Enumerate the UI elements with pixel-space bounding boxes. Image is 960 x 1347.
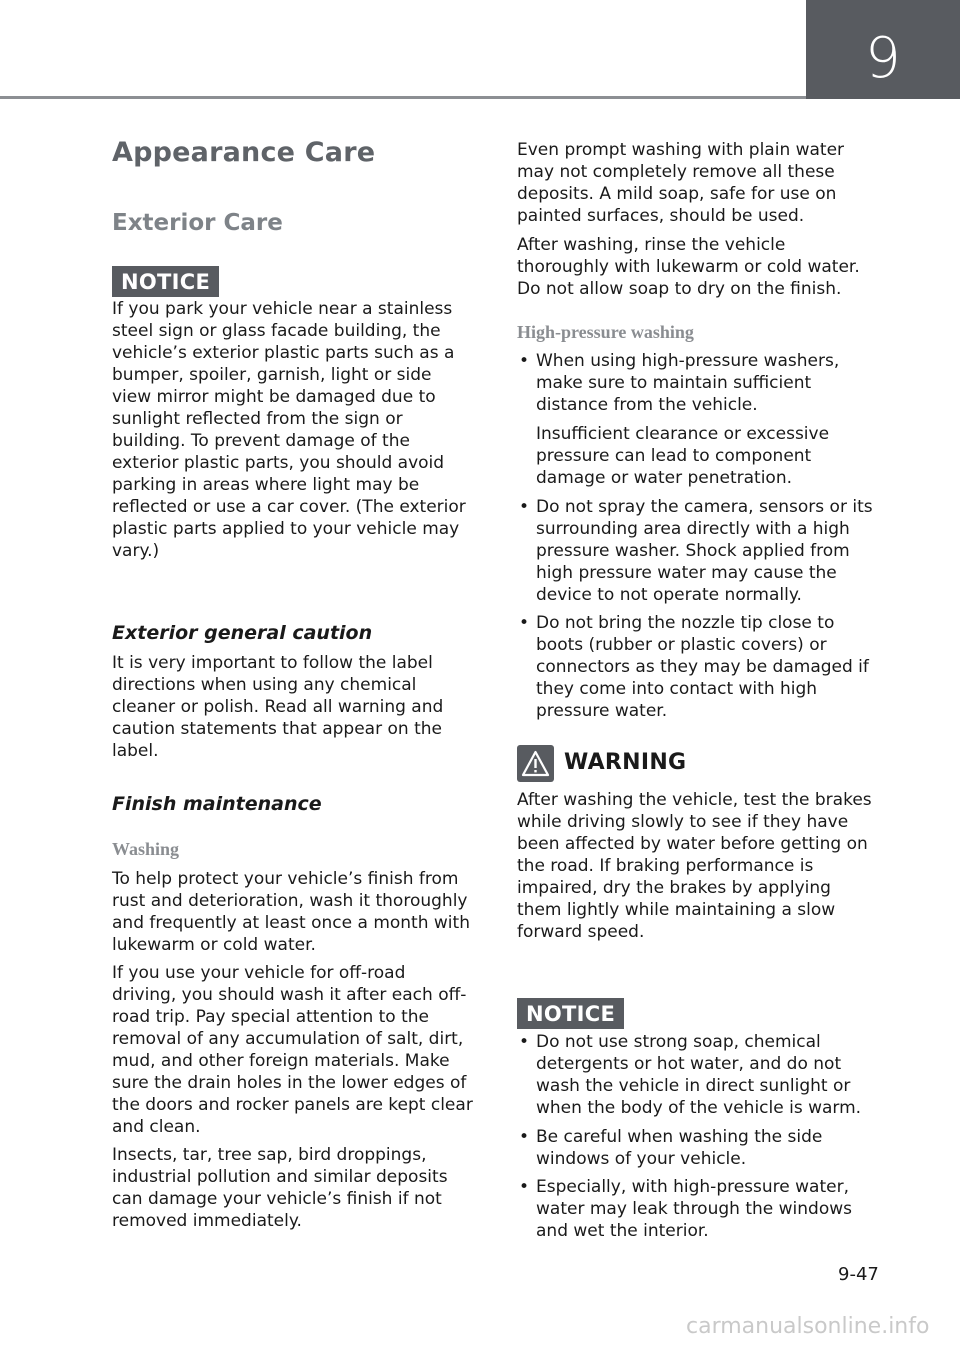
notice-text: If you park your vehicle near a stainless steel sign or glass facade building, the vehicle’s exterior plastic parts such as a bumper, spoiler, garnish, light or side view mirror might be damaged due to sunlight reflected from the sign or building. To prevent damage of the exterior plastic parts, you should avoid parking in areas where light may be reflected or use a car cover. (The exterior plastic parts applied to your vehicle may vary.) [112,299,466,561]
hp-bullet-1-subtext: Insufficient clearance or excessive pressure can lead to component damage or water penetration. [536,424,830,488]
general-caution-text: It is very important to follow the label directions when using any chemical cleaner or polish. Read all warning and caution statements that appear on the label. [112,653,444,761]
washing-paragraph-1: To help protect your vehicle’s finish from rust and deterioration, wash it thoroughly and frequently at least once a month with lukewarm or cold water. [112,869,470,955]
notice2-bullet-1: • Do not use strong soap, chemical detergents or hot water, and do not wash the vehicle in direct sunlight or when the body of the vehicle is warm. [517,1031,879,1119]
subheading-exterior-general-caution: Exterior general caution [112,622,373,644]
hp-bullet-2: • Do not spray the camera, sensors or its surrounding area directly with a high pressure washer. Shock applied from high pressure water may cause the device to not operate normally. [517,496,879,606]
warning-text: After washing the vehicle, test the brakes while driving slowly to see if they have been affected by water before getting on the road. If braking performance is impaired, dry the brakes by applying them lightly while maintaining a slow forward speed. [517,790,872,942]
right-paragraph-1: Even prompt washing with plain water may not completely remove all these deposits. A mild soap, safe for use on painted surfaces, should be used. [517,140,845,226]
notice2-bullet-2: • Be careful when washing the side windows of your vehicle. [517,1126,879,1170]
warning-label: WARNING [564,750,687,775]
header-rule [0,96,806,99]
washing-paragraph-3: Insects, tar, tree sap, bird droppings, industrial pollution and similar deposits can damage your vehicle’s finish if not removed immediately. [112,1145,448,1231]
notice-badge-2: NOTICE [517,998,624,1029]
page-title: Appearance Care [112,137,376,168]
notice-badge: NOTICE [112,266,219,297]
washing-paragraph-2: If you use your vehicle for off-road driving, you should wash it after each off-road trip. Pay special attention to the removal of any accumulation of salt, dirt, mud, and other foreign materials. Make sure the drain holes in the lower edges of the doors and rocker panels are kept clear and clean. [112,963,473,1137]
warning-icon [517,745,554,782]
page-number: 9-47 [838,1264,879,1285]
subheading-washing: Washing [112,839,180,859]
hp-bullet-3: • Do not bring the nozzle tip close to boots (rubber or plastic covers) or connectors as they may be damaged if they come into contact with high pressure water. [517,612,879,722]
chapter-tab: 9 [806,0,960,99]
subheading-finish-maintenance: Finish maintenance [112,793,322,815]
subheading-high-pressure-washing: High-pressure washing [517,322,694,342]
section-heading-exterior-care: Exterior Care [112,210,283,236]
notice2-bullet-3: • Especially, with high-pressure water, water may leak through the windows and wet the interior. [517,1176,879,1242]
hp-bullet-1: • When using high-pressure washers, make sure to maintain sufficient distance from the vehicle. [517,350,879,416]
right-paragraph-2: After washing, rinse the vehicle thoroughly with lukewarm or cold water. Do not allow soap to dry on the finish. [517,235,860,299]
watermark: carmanualsonline.info [686,1314,930,1339]
